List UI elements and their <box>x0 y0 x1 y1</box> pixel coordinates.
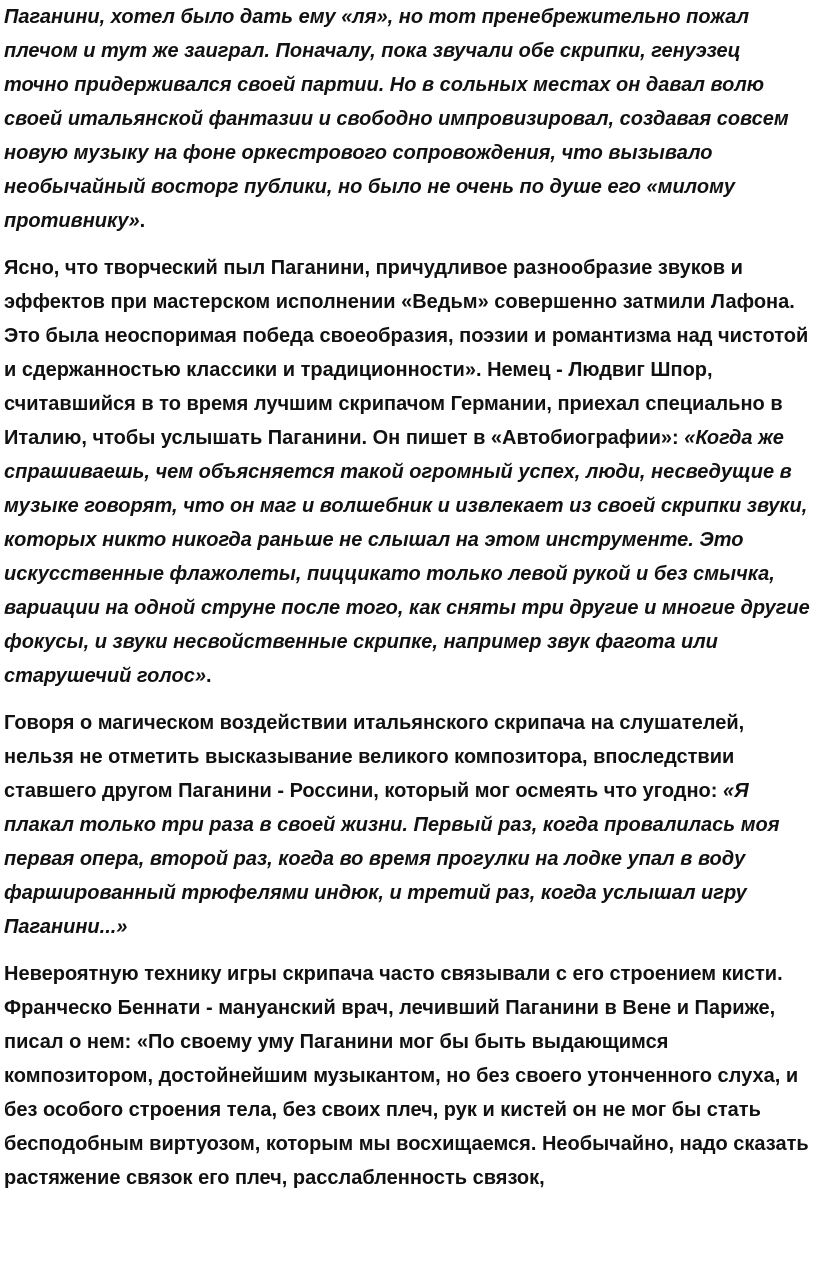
paragraph-punctuation: . <box>139 210 146 232</box>
paragraph-text: Невероятную технику игры скрипача часто связывали с его строением кисти. Франческо Беннати - мануанский врач, лечивший Паганини в Вене и Париже, писал о нем: «По своему уму Паганини мог бы быть выдающимся композитором, достойнейшим музыкантом, но без своего утонченного слуха, и без особого строения тела, без своих плеч, рук и кистей он не мог бы стать бесподобным виртуозом, которым мы восхищаемся. Необычайно, надо сказать растяжение связок его плеч, расслабленность связок, <box>4 963 809 1189</box>
paragraph-4 <box>4 957 810 1195</box>
italic-quote: «Я плакал только три раза в своей жизни. Первый раз, когда провалилась моя первая опера, второй раз, когда во время прогулки на лодке упал в воду фаршированный трюфелями индюк, и третий раз, когда услышал игру Паганини...» <box>4 780 780 938</box>
paragraph-punctuation: . <box>205 665 212 687</box>
paragraph-2 <box>4 251 810 693</box>
italic-quote: «Когда же спрашиваешь, чем объясняется такой огромный успех, люди, несведущие в музыке говорят, что он маг и волшебник и извлекает из своей скрипки звуки, которых никто никогда раньше не слышал на этом инструменте. Это искусственные флажолеты, пиццикато только левой рукой и без смычка, вариации на одной струне после того, как сняты три другие и многие другие фокусы, и звуки несвойственные скрипке, например звук фагота или старушечий голос» <box>4 427 810 687</box>
paragraph-3 <box>4 706 810 944</box>
italic-text: Паганини, хотел было дать ему «ля», но тот пренебрежительно пожал плечом и тут же заиграл. Поначалу, пока звучали обе скрипки, генуэзец точно придерживался своей партии. Но в сольных местах он давал волю своей итальянской фантазии и свободно импровизировал, создавая совсем новую музыку на фоне оркестрового сопровождения, что вызывало необычайный восторг публики, но было не очень по душе его «милому противнику» <box>4 6 789 232</box>
paragraph-text: Говоря о магическом воздействии итальянского скрипача на слушателей, нельзя не отметить высказывание великого композитора, впоследствии ставшего другом Паганини - Россини, который мог осмеять что угодно: <box>4 712 745 802</box>
paragraph-1 <box>4 0 810 238</box>
paragraph-text: Ясно, что творческий пыл Паганини, причудливое разнообразие звуков и эффектов при мастерском исполнении «Ведьм» совершенно затмили Лафона. Это была неоспоримая победа своеобразия, поэзии и романтизма над чистотой и сдержанностью классики и традиционности». Немец - Людвиг Шпор, считавшийся в то время лучшим скрипачом Германии, приехал специально в Италию, чтобы услышать Паганини. Он пишет в «Автобиографии»: <box>4 257 809 449</box>
